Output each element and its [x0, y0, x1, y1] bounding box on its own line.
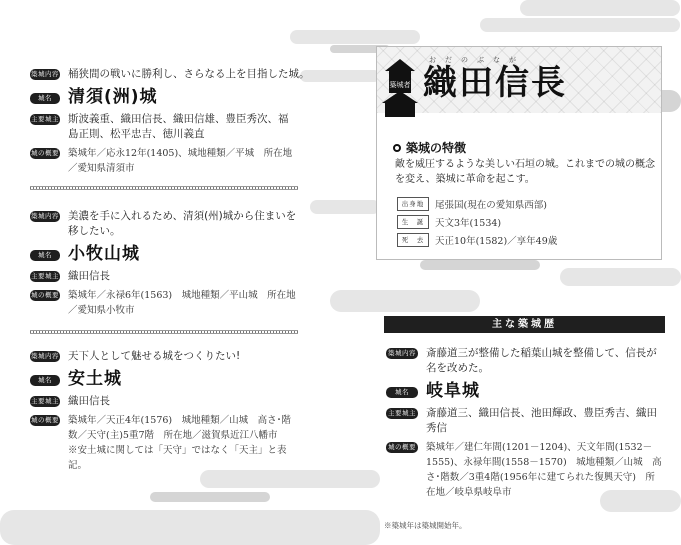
ring-icon	[393, 144, 401, 152]
reason-tag: 築城内容	[31, 352, 59, 360]
lords-text: 斯波義重、織田信長、織田信雄、豊臣秀次、福島正則、松平忠吉、徳川義直	[68, 113, 289, 140]
lords-tag: 主要城主	[31, 397, 59, 405]
builder-badge: 築城者	[389, 81, 411, 89]
cloud-decoration	[520, 0, 680, 16]
cloud-decoration	[420, 260, 540, 270]
profile-row-value: 天文3年(1534)	[435, 218, 502, 229]
overview-text: 築城年／建仁年間(1201－1204)、天文年間(1532－1555)、永禄年間(1558－1570) 城地種類／山城 高さ･階数／3重4階(1956年に建てられた復興天守) 所在地／岐阜県岐阜市	[426, 442, 662, 498]
overview-note: ※安土城に関しては「天守」ではなく「天主」と表記。	[68, 445, 287, 471]
reason-text: 桶狭間の戦いに勝利し、さらなる上を目指した城。	[68, 68, 310, 80]
profile-row-death	[397, 233, 647, 247]
profile-row-birth	[397, 215, 647, 229]
lords-text: 織田信長	[68, 395, 110, 407]
section-divider	[30, 186, 298, 190]
overview-tag: 城の概要	[31, 291, 59, 299]
castle-name: 安土城	[68, 369, 122, 389]
overview-tag: 城の概要	[31, 416, 59, 424]
overview-text: 築城年／永禄6年(1563) 城地種類／平山城 所在地／愛知県小牧市	[68, 290, 296, 316]
reason-tag: 築城内容	[31, 212, 59, 220]
name-tag: 城名	[386, 387, 418, 398]
overview-tag: 城の概要	[31, 149, 59, 157]
profile-row-value: 尾張国(現在の愛知県西部)	[435, 200, 547, 211]
profile-row-tag: 死 去	[397, 233, 429, 247]
lords-text: 織田信長	[68, 270, 110, 282]
lords-tag: 主要城主	[388, 409, 416, 417]
reason-text: 美濃を手に入れるため、清須(州)城から住まいを移したい。	[68, 210, 297, 237]
reason-tag: 築城内容	[31, 70, 59, 78]
castle-icon	[381, 57, 419, 117]
reason-text: 斎藤道三が整備した稲葉山城を整備して、信長が名を改めた。	[426, 347, 657, 374]
profile-row-birthplace	[397, 197, 647, 211]
overview-text: 築城年／天正4年(1576) 城地種類／山城 高さ･階数／天守(主)5重7階 所在地／滋賀県近江八幡市	[68, 415, 291, 441]
history-banner: 主な築城歴	[384, 316, 665, 333]
name-tag: 城名	[30, 250, 60, 261]
cloud-decoration	[560, 268, 681, 286]
footnote: ※築城年は築城開始年。	[384, 521, 467, 530]
profile-name: 織田信長	[423, 63, 567, 103]
name-tag: 城名	[30, 93, 60, 104]
castle-entry-azuchi	[30, 349, 360, 477]
feature-text: 敵を威圧するような美しい石垣の城。これまでの城の概念を変え、築城に革命を起こす。	[395, 159, 655, 185]
lords-tag: 主要城主	[31, 272, 59, 280]
feature-title	[393, 139, 466, 156]
castle-name: 小牧山城	[68, 244, 140, 264]
cloud-decoration	[480, 18, 680, 32]
castle-entry-kiyosu	[30, 67, 360, 180]
castle-name: 岐阜城	[426, 381, 480, 401]
reason-text: 天下人として魅せる城をつくりたい!	[68, 350, 241, 362]
feature-title-text: 築城の特徴	[406, 141, 467, 155]
profile-row-tag: 出身地	[397, 197, 429, 211]
profile-row-tag: 生 誕	[397, 215, 429, 229]
name-tag: 城名	[30, 375, 60, 386]
overview-text: 築城年／応永12年(1405)、城地種類／平城 所在地／愛知県清須市	[68, 148, 293, 174]
name-furigana: おだのぶなが	[429, 56, 525, 64]
castle-entry-komakiyama	[30, 209, 360, 322]
lords-text: 斎藤道三、織田信長、池田輝政、豊臣秀吉、織田秀信	[426, 407, 657, 434]
profile-row-value: 天正10年(1582)／享年49歳	[435, 236, 558, 247]
reason-tag: 築城内容	[388, 349, 416, 357]
profile-card	[376, 46, 662, 260]
section-divider	[30, 330, 298, 334]
castle-name: 清須(洲)城	[68, 87, 158, 107]
lords-tag: 主要城主	[31, 115, 59, 123]
overview-tag: 城の概要	[388, 443, 416, 451]
profile-header	[377, 47, 661, 113]
castle-entry-gifu	[386, 346, 666, 504]
